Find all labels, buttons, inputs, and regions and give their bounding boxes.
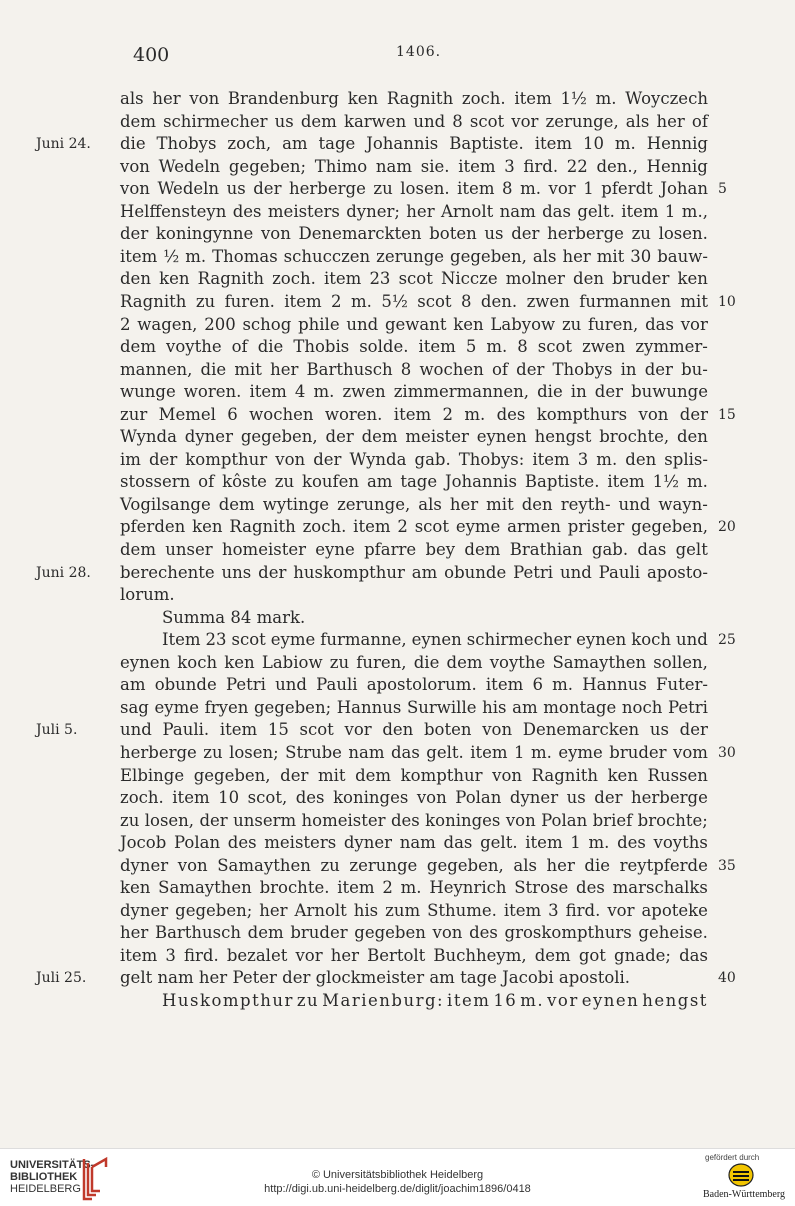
text-line: 2 wagen, 200 schog phile und gewant ken Labyow zu furen, das vor [120,315,708,334]
funded-by-label: gefördert durch [705,1153,760,1162]
text-line: dyner von Samaythen zu zerunge gegeben, als her die reytpferde [120,856,708,875]
line-number: 35 [718,858,736,874]
text-line: Vogilsange dem wytinge zerunge, als her mit den reyth- und wayn- [120,495,708,514]
text-line: von Wedeln gegeben; Thimo nam sie. item 3 fird. 22 den., Hennig [120,157,708,176]
text-line: wunge woren. item 4 m. zwen zimmermannen, die in der buwunge [120,382,708,401]
permalink-url[interactable]: http://digi.ub.uni-heidelberg.de/diglit/joachim1896/0418 [264,1183,531,1195]
text-line: zu losen, der unserm homeister des koninges von Polan brief brochte; [120,811,708,830]
text-line: zur Memel 6 wochen woren. item 2 m. des kompthurs von der [120,405,708,424]
text-line: lorum. [120,585,175,604]
baden-wuerttemberg-emblem-icon [728,1163,754,1187]
text-line: herberge zu losen; Strube nam das gelt. item 1 m. eyme bruder vom [120,743,708,762]
sponsor-name[interactable]: Baden-Württemberg [703,1189,786,1200]
text-line: Item 23 scot eyme furmanne, eynen schirmecher eynen koch und [162,630,708,649]
text-line: Ragnith zu furen. item 2 m. 5½ scot 8 den. zwen furmannen mit [120,292,708,311]
footer-bar [0,1148,795,1206]
text-line: gelt nam her Peter der glockmeister am tage Jacobi apostoli. [120,968,631,987]
text-line: und Pauli. item 15 scot vor den boten von Denemarcken us der [120,720,708,739]
line-number: 15 [718,407,736,423]
text-line: eynen koch ken Labiow zu furen, die dem voythe Samaythen sollen, [120,653,708,672]
text-line: berechente uns der huskompthur am obunde Petri und Pauli aposto- [120,563,708,582]
margin-date: Juli 5. [36,722,78,738]
text-line: dyner gegeben; her Arnolt his zum Sthume. item 3 fird. vor apoteke [120,901,708,920]
text-line: den ken Ragnith zoch. item 23 scot Niccze molner den bruder ken [120,269,708,288]
text-line: Wynda dyner gegeben, der dem meister eynen hengst brochte, den [120,427,708,446]
text-line: dem voythe of die Thobis solde. item 5 m. 8 scot zwen zymmer- [120,337,708,356]
line-number: 20 [718,519,736,535]
text-line: von Wedeln us der herberge zu losen. item 8 m. vor 1 pferdt Johan [120,179,708,198]
margin-date: Juni 24. [36,136,91,152]
text-line: zoch. item 10 scot, des koninges von Polan dyner us der herberge [120,788,708,807]
library-name[interactable]: UNIVERSITÄTS- BIBLIOTHEK HEIDELBERG [10,1159,95,1195]
line-number: 10 [718,294,736,310]
text-line: stossern of kôste zu koufen am tage Johannis Baptiste. item 1½ m. [120,472,708,491]
line-number: 30 [718,745,736,761]
line-number: 25 [718,632,736,648]
text-line: dem unser homeister eyne pfarre bey dem Brathian gab. das gelt [120,540,708,559]
text-line: als her von Brandenburg ken Ragnith zoch. item 1½ m. Woyczech [120,89,708,108]
margin-date: Juni 28. [36,565,91,581]
text-line: ken Samaythen brochte. item 2 m. Heynrich Strose des marschalks [120,878,708,897]
text-line: im der kompthur von der Wynda gab. Thobys: item 3 m. den splis- [120,450,708,469]
text-line: der koningynne von Denemarckten boten us der herberge zu losen. [120,224,708,243]
line-number: 5 [718,181,727,197]
text-line: sag eyme fryen gegeben; Hannus Surwille his am montage noch Petri [120,698,708,717]
text-line: dem schirmecher us dem karwen und 8 scot vor zerunge, als her of [120,112,708,131]
text-line: Jocob Polan des meisters dyner nam das gelt. item 1 m. des voyths [120,833,708,852]
margin-date: Juli 25. [36,970,87,986]
text-line: her Barthusch dem bruder gegeben von des groskompthurs geheise. [120,923,708,942]
text-line: Elbinge gegeben, der mit dem kompthur von Ragnith ken Russen [120,766,708,785]
text-line: item ½ m. Thomas schucczen zerunge gegeben, als her mit 30 bauw- [120,247,708,266]
text-line: am obunde Petri und Pauli apostolorum. item 6 m. Hannus Futer- [120,675,708,694]
copyright-notice: © Universitätsbibliothek Heidelberg [311,1169,484,1181]
text-line: item 3 fird. bezalet vor her Bertolt Buchheym, dem got gnade; das [120,946,708,965]
text-line: mannen, die mit her Barthusch 8 wochen of der Thobys in der bu- [120,360,708,379]
text-line: Helffensteyn des meisters dyner; her Arnolt nam das gelt. item 1 m., [120,202,708,221]
text-line: Summa 84 mark. [162,608,306,627]
text-line: Huskompthur zu Marienburg: item 16 m. vor eynen hengst [162,991,708,1010]
text-line: pferden ken Ragnith zoch. item 2 scot eyme armen prister gegeben, [120,517,708,536]
text-line: die Thobys zoch, am tage Johannis Baptiste. item 10 m. Hennig [120,134,708,153]
running-header-year: 1406. [396,44,442,60]
page-number: 400 [133,44,170,66]
line-number: 40 [718,970,736,986]
